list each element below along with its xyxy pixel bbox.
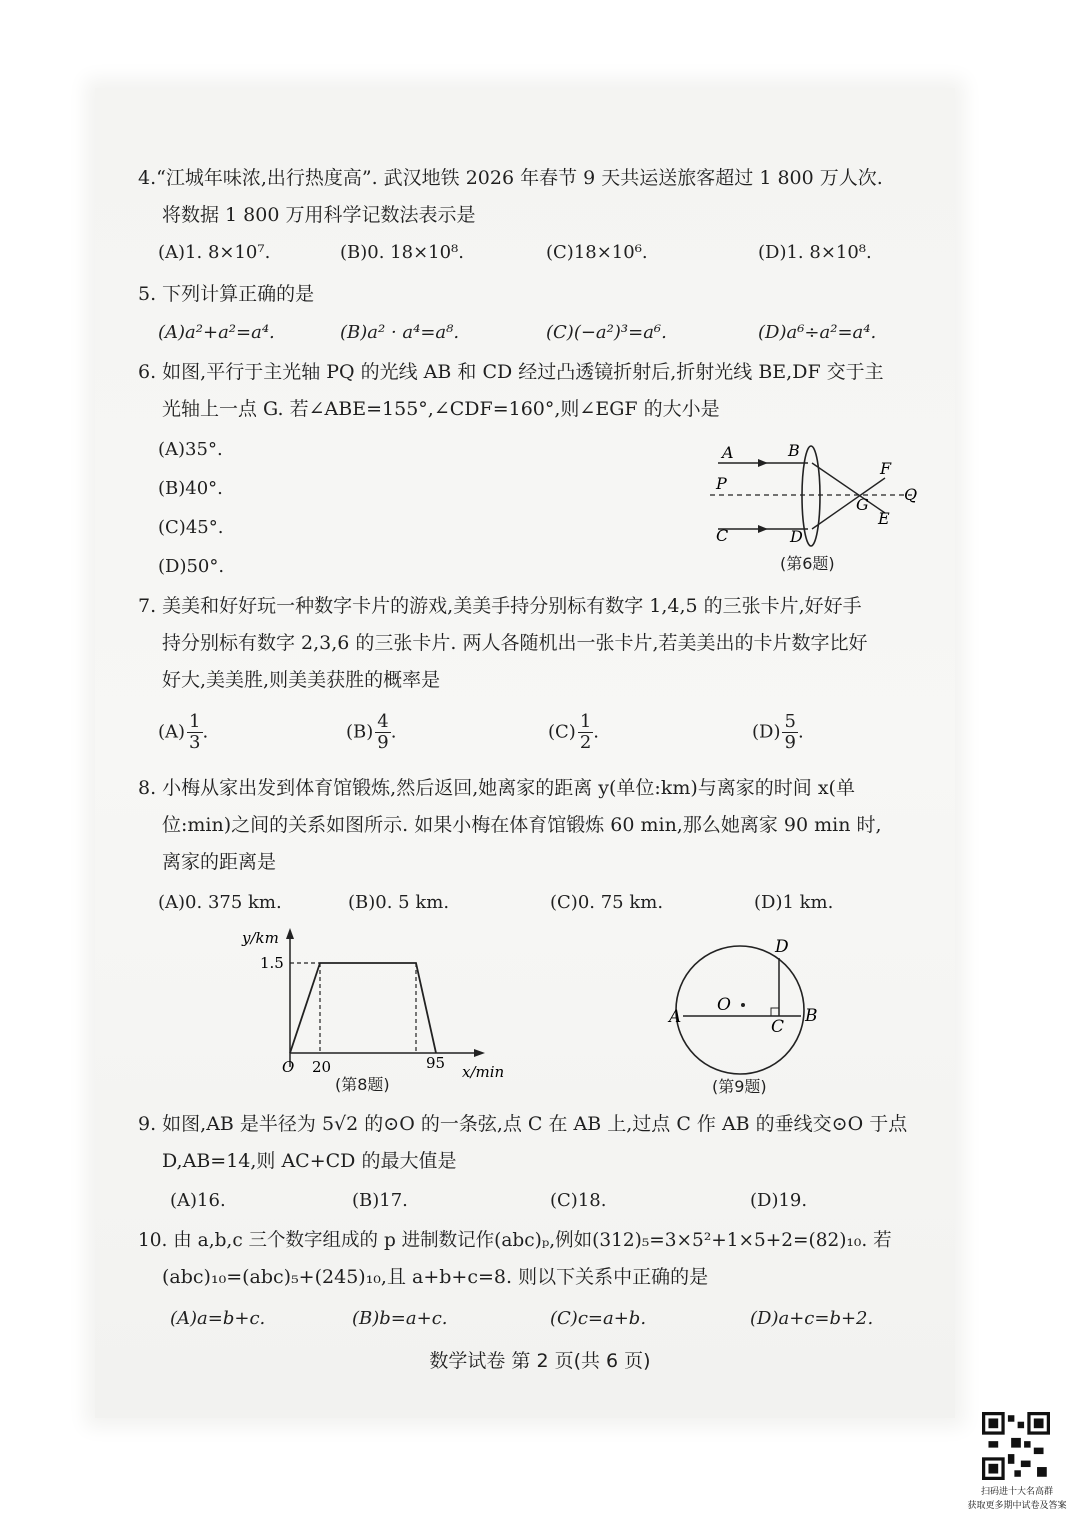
y-axis-label: y/km: [242, 929, 279, 947]
q9-options: [158, 1184, 898, 1218]
q7-c-denominator: 2: [579, 732, 592, 753]
q8-distance-graph: [240, 925, 510, 1080]
q6-option-b[interactable]: (B)40°.: [158, 478, 223, 499]
label-c: C: [771, 1017, 785, 1037]
q4-option-a[interactable]: (A)1. 8×10⁷.: [158, 242, 271, 263]
q5-line1: 5. 下列计算正确的是: [138, 283, 315, 305]
q7-b-denominator: 9: [377, 732, 389, 753]
question-6: [138, 354, 918, 428]
q7-option-a-label: (A): [158, 721, 186, 743]
label-q: Q: [904, 485, 918, 504]
label-a: A: [722, 443, 734, 462]
origin-label: O: [282, 1058, 295, 1076]
q10-option-b[interactable]: (B)b=a+c.: [352, 1308, 448, 1329]
q4-option-d[interactable]: (D)1. 8×10⁸.: [758, 242, 872, 263]
q6-line2: 光轴上一点 G. 若∠ABE=155°,∠CDF=160°,则∠EGF 的大小是: [162, 398, 720, 420]
ray-cd-arrow: [758, 525, 768, 533]
q8-option-b[interactable]: (B)0. 5 km.: [348, 892, 450, 913]
q7-a-denominator: 3: [189, 732, 201, 753]
question-9: [138, 1106, 918, 1180]
label-g: G: [856, 495, 869, 514]
q4-line2: 将数据 1 800 万用科学记数法表示是: [162, 204, 476, 226]
q9-circle-figure: [665, 930, 835, 1078]
q5-option-a[interactable]: (A)a²+a²=a⁴.: [158, 322, 275, 343]
q7-option-d-fraction: [782, 712, 797, 753]
right-angle-mark: [771, 1008, 779, 1016]
q7-d-numerator: 5: [784, 711, 796, 732]
distance-line: [290, 963, 436, 1053]
question-5: [138, 276, 918, 313]
q7-b-numerator: 4: [377, 711, 389, 732]
q6-option-a[interactable]: (A)35°.: [158, 439, 223, 460]
question-10: [138, 1222, 918, 1296]
ray-df: [812, 478, 885, 529]
q7-option-b-label: (B): [346, 721, 374, 743]
q5-options: [158, 316, 898, 350]
q9-line2: D,AB=14,则 AC+CD 的最大值是: [162, 1150, 457, 1172]
q5-option-d[interactable]: (D)a⁶÷a²=a⁴.: [758, 322, 877, 343]
x-tick-95: 95: [426, 1054, 446, 1072]
q10-option-d[interactable]: (D)a+c=b+2.: [750, 1308, 874, 1329]
q7-line2: 持分别标有数字 2,3,6 的三张卡片. 两人各随机出一张卡片,若美美出的卡片数字比好: [162, 632, 868, 654]
circle-o: [676, 946, 804, 1074]
q6-line1: 6. 如图,平行于主光轴 PQ 的光线 AB 和 CD 经过凸透镜折射后,折射光线 BE,DF 交于主: [138, 361, 884, 383]
q9-line1: 9. 如图,AB 是半径为 5√2 的⊙O 的一条弦,点 C 在 AB 上,过点 C 作 AB 的垂线交⊙O 于点: [138, 1113, 908, 1135]
label-b: B: [805, 1006, 818, 1026]
q7-option-a[interactable]: (A) $\frac{1}{3}$ .: [158, 711, 209, 753]
x-axis-arrow: [474, 1049, 485, 1057]
q9-option-c[interactable]: (C)18.: [550, 1190, 607, 1211]
label-b: B: [788, 441, 800, 460]
x-axis-label: x/min: [462, 1063, 505, 1080]
qr-code-icon[interactable]: [982, 1412, 1050, 1480]
q4-option-c[interactable]: (C)18×10⁶.: [546, 242, 648, 263]
q7-option-d[interactable]: (D) $\frac{5}{9}$ .: [752, 711, 804, 753]
q8-option-d[interactable]: (D)1 km.: [754, 892, 834, 913]
q8-option-a[interactable]: (A)0. 375 km.: [158, 892, 282, 913]
q7-option-b-fraction: [375, 712, 390, 753]
q9-caption: (第9题): [712, 1077, 767, 1096]
label-c: C: [716, 526, 729, 545]
q5-option-b[interactable]: (B)a² · a⁴=a⁸.: [340, 322, 460, 343]
q6-lens-figure: [700, 436, 930, 551]
q9-option-a[interactable]: (A)16.: [170, 1190, 226, 1211]
q10-line1: 10. 由 a,b,c 三个数字组成的 p 进制数记作(abc)ₚ,例如(312)₅=3×5²+1×5+2=(82)₁₀. 若: [138, 1230, 892, 1251]
q7-line1: 7. 美美和好好玩一种数字卡片的游戏,美美手持分别标有数字 1,4,5 的三张卡片,好好手: [138, 595, 862, 617]
q4-option-b[interactable]: (B)0. 18×10⁸.: [340, 242, 464, 263]
label-d: D: [790, 527, 803, 546]
q4-line1: 4.“江城年味浓,出行热度高”. 武汉地铁 2026 年春节 9 天共运送旅客超过 1 800 万人次.: [138, 167, 883, 189]
q9-option-b[interactable]: (B)17.: [352, 1190, 408, 1211]
q7-option-a-fraction: [187, 712, 202, 753]
question-4: [138, 160, 918, 234]
q6-option-c[interactable]: (C)45°.: [158, 517, 224, 538]
q7-option-c[interactable]: (C) $\frac{1}{2}$ .: [548, 711, 600, 753]
label-d: D: [775, 937, 789, 957]
label-e: E: [878, 509, 890, 528]
question-8: [138, 770, 918, 881]
q5-option-c[interactable]: (C)(−a²)³=a⁶.: [546, 322, 667, 343]
q6-option-d[interactable]: (D)50°.: [158, 556, 225, 577]
center-point: [741, 1003, 745, 1007]
qr-caption-line1: 扫码进十大名高群: [980, 1487, 1053, 1497]
q6-caption: (第6题): [780, 554, 835, 573]
ray-ab-arrow: [758, 459, 768, 467]
q10-option-c[interactable]: (C)c=a+b.: [550, 1308, 647, 1329]
label-f: F: [880, 459, 892, 478]
q8-line3: 离家的距离是: [162, 851, 277, 873]
q10-option-a[interactable]: (A)a=b+c.: [170, 1308, 266, 1329]
label-a: A: [669, 1007, 682, 1027]
q7-c-numerator: 1: [579, 711, 592, 732]
q7-d-denominator: 9: [784, 732, 796, 753]
q7-line3: 好大,美美胜,则美美获胜的概率是: [162, 669, 441, 691]
q8-option-c[interactable]: (C)0. 75 km.: [550, 892, 664, 913]
q7-option-d-label: (D): [752, 721, 781, 743]
q9-option-d[interactable]: (D)19.: [750, 1190, 808, 1211]
q7-option-c-fraction: [578, 712, 593, 753]
convex-lens: [802, 446, 820, 546]
label-o: O: [717, 995, 731, 1015]
q8-options: [158, 886, 898, 920]
q4-options: [158, 236, 898, 270]
q7-option-c-label: (C): [548, 721, 576, 743]
page-footer: 数学试卷 第 2 页(共 6 页): [429, 1350, 651, 1372]
q7-a-numerator: 1: [189, 711, 201, 732]
q7-option-b[interactable]: (B) $\frac{4}{9}$ .: [346, 711, 397, 753]
q8-line2: 位:min)之间的关系如图所示. 如果小梅在体育馆锻炼 60 min,那么她离家 90 min 时,: [162, 814, 882, 836]
ray-be: [812, 463, 885, 513]
q10-line2: (abc)₁₀=(abc)₅+(245)₁₀,且 a+b+c=8. 则以下关系中正确的是: [162, 1266, 709, 1288]
y-axis-arrow: [286, 928, 294, 939]
x-tick-20: 20: [312, 1058, 332, 1076]
label-p: P: [716, 474, 727, 493]
q7-options: [158, 712, 898, 756]
qr-caption-line2: 获取更多期中试卷及答案: [967, 1501, 1067, 1511]
q8-caption: (第8题): [335, 1075, 390, 1094]
question-7: [138, 588, 918, 699]
q8-line1: 8. 小梅从家出发到体育馆锻炼,然后返回,她离家的距离 y(单位:km)与离家的时间 x(单: [138, 777, 855, 799]
y-tick-1-5: 1.5: [260, 954, 284, 972]
q10-options: [158, 1302, 898, 1336]
